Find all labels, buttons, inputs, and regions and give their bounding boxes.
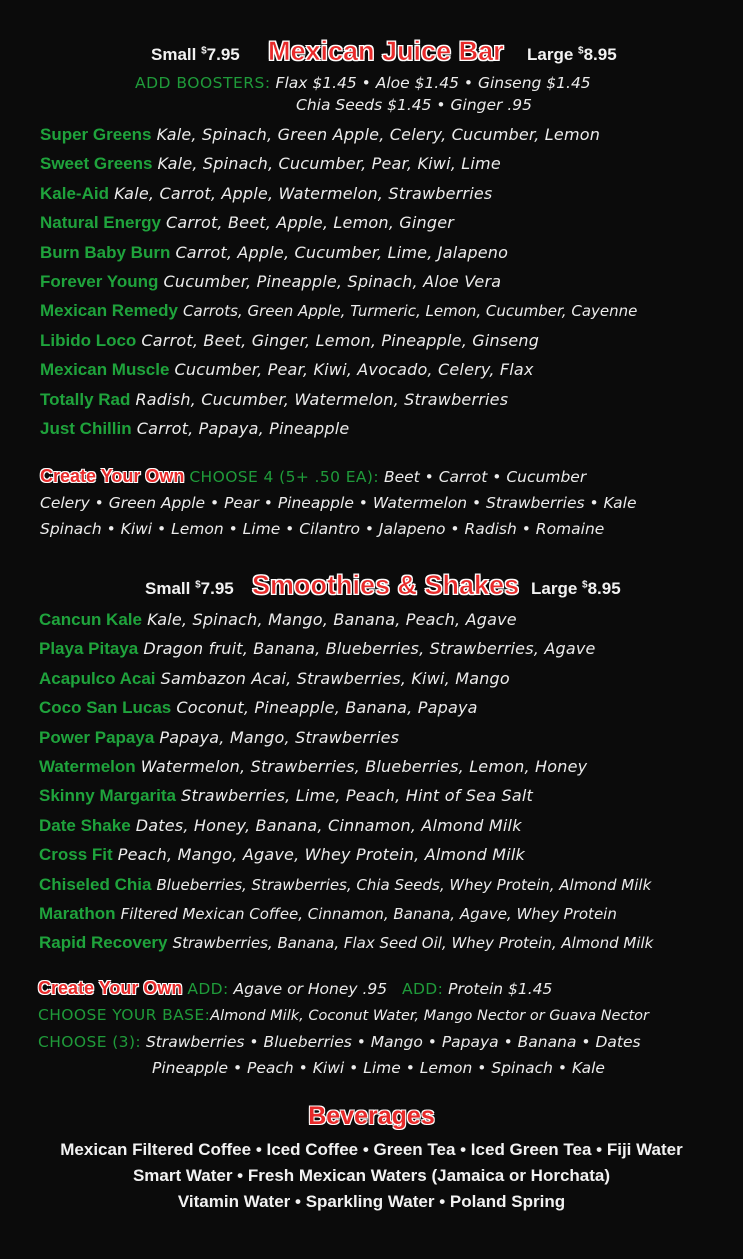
boosters-line-1 <box>135 74 591 92</box>
item-ingredients: Kale, Carrot, Apple, Watermelon, Strawberries <box>114 183 493 203</box>
item-name: Cancun Kale <box>39 610 142 629</box>
item-ingredients: Kale, Spinach, Mango, Banana, Peach, Agave <box>147 610 517 629</box>
list-item <box>39 928 653 957</box>
item-ingredients: Dragon fruit, Banana, Blueberries, Strawberries, Agave <box>143 639 596 659</box>
cyo-line-3 <box>38 1029 649 1055</box>
cyo-choose-label: CHOOSE (3): <box>38 1033 142 1051</box>
beverages-title: Beverages <box>308 1102 435 1130</box>
cyo-add-2: Protein $1.45 <box>448 980 553 998</box>
item-ingredients: Strawberries, Banana, Flax Seed Oil, Whey Protein, Almond Milk <box>172 934 654 953</box>
list-item <box>40 238 637 267</box>
item-name: Super Greens <box>40 125 152 144</box>
item-ingredients: Watermelon, Strawberries, Blueberries, Lemon, Honey <box>140 756 588 776</box>
item-ingredients: Sambazon Acai, Strawberries, Kiwi, Mango <box>160 668 510 688</box>
cyo-title: Create Your Own <box>40 466 185 486</box>
list-item <box>39 634 653 663</box>
list-item <box>39 899 653 928</box>
item-name: Kale-Aid <box>40 183 109 203</box>
boosters-label: ADD BOOSTERS: <box>135 74 271 92</box>
list-item <box>40 120 637 149</box>
item-name: Date Shake <box>39 815 131 835</box>
item-name: Power Papaya <box>39 727 155 747</box>
boosters-options-1: Flax $1.45 • Aloe $1.45 • Ginseng $1.45 <box>275 74 591 92</box>
item-ingredients: Papaya, Mango, Strawberries <box>159 727 400 747</box>
item-name: Burn Baby Burn <box>40 242 171 262</box>
item-ingredients: Cucumber, Pineapple, Spinach, Aloe Vera <box>163 271 502 291</box>
boosters-options-2: Chia Seeds $1.45 • Ginger .95 <box>296 96 532 114</box>
list-item <box>40 326 637 355</box>
list-item <box>40 267 637 296</box>
cyo-choose-options-1: Strawberries • Blueberries • Mango • Papaya • Banana • Dates <box>145 1033 641 1051</box>
cyo-line-1 <box>40 463 637 490</box>
item-name: Skinny Margarita <box>39 786 176 806</box>
item-name: Totally Rad <box>40 389 131 409</box>
beverages-line-3: Vitamin Water • Sparkling Water • Poland Spring <box>177 1192 566 1211</box>
cyo-options-1: Beet • Carrot • Cucumber <box>383 468 587 486</box>
cyo-choose-label: CHOOSE 4 (5+ .50 EA): <box>189 468 380 486</box>
item-name: Acapulco Acai <box>39 668 156 688</box>
cyo-line-4 <box>38 1055 649 1081</box>
item-name: Coco San Lucas <box>39 698 172 718</box>
item-ingredients: Carrot, Apple, Cucumber, Lime, Jalapeno <box>175 242 509 262</box>
item-name: Natural Energy <box>40 213 161 233</box>
item-ingredients: Carrots, Green Apple, Turmeric, Lemon, Cucumber, Cayenne <box>183 302 638 321</box>
item-ingredients: Carrot, Beet, Ginger, Lemon, Pineapple, Ginseng <box>141 330 540 350</box>
cyo-choose-options-2: Pineapple • Peach • Kiwi • Lime • Lemon • Spinach • Kale <box>152 1059 605 1077</box>
cyo-add-label-2: ADD: <box>401 980 444 998</box>
item-name: Watermelon <box>39 756 136 776</box>
list-item <box>40 414 637 443</box>
list-item <box>39 723 653 752</box>
item-ingredients: Coconut, Pineapple, Banana, Papaya <box>176 698 478 718</box>
item-ingredients: Blueberries, Strawberries, Chia Seeds, Whey Protein, Almond Milk <box>156 875 652 894</box>
smoothies-title: Smoothies & Shakes <box>252 570 520 600</box>
list-item <box>40 385 637 414</box>
juice-create-your-own <box>40 463 637 542</box>
item-ingredients: Dates, Honey, Banana, Cinnamon, Almond Milk <box>135 815 522 835</box>
cyo-title: Create Your Own <box>38 978 183 998</box>
list-item <box>39 664 653 693</box>
boosters-line-2 <box>296 96 532 114</box>
item-name: Playa Pitaya <box>39 639 139 659</box>
list-item <box>40 179 637 208</box>
item-name: Mexican Remedy <box>40 301 178 321</box>
juice-small-price: Small $7.95 <box>151 45 240 64</box>
item-name: Marathon <box>39 903 116 923</box>
item-name: Chiseled Chia <box>39 874 152 894</box>
cyo-line-1 <box>38 975 649 1002</box>
smoothie-create-your-own <box>38 975 649 1081</box>
item-ingredients: Peach, Mango, Agave, Whey Protein, Almond Milk <box>117 845 526 865</box>
list-item <box>40 208 637 237</box>
list-item <box>40 149 637 178</box>
smoothies-list <box>39 605 653 958</box>
item-name: Just Chillin <box>40 418 132 438</box>
list-item <box>39 752 653 781</box>
juice-bar-title: Mexican Juice Bar <box>268 36 504 66</box>
item-name: Forever Young <box>40 271 159 291</box>
item-name: Libido Loco <box>40 330 137 350</box>
item-name: Mexican Muscle <box>40 360 170 380</box>
beverages-line-1: Mexican Filtered Coffee • Iced Coffee • Green Tea • Iced Green Tea • Fiji Water <box>60 1140 683 1159</box>
item-name: Cross Fit <box>39 845 113 865</box>
cyo-options-2: Celery • Green Apple • Pear • Pineapple • Watermelon • Strawberries • Kale <box>40 494 637 512</box>
cyo-line-2 <box>38 1002 649 1029</box>
beverages-line-2: Smart Water • Fresh Mexican Waters (Jamaica or Horchata) <box>132 1166 611 1185</box>
item-ingredients: Kale, Spinach, Cucumber, Pear, Kiwi, Lime <box>157 154 501 174</box>
list-item <box>39 840 653 869</box>
cyo-add-label-1: ADD: <box>187 980 229 998</box>
item-ingredients: Carrot, Papaya, Pineapple <box>136 418 350 438</box>
juice-large-price: Large $8.95 <box>527 45 617 64</box>
list-item <box>40 296 637 325</box>
item-ingredients: Radish, Cucumber, Watermelon, Strawberries <box>135 389 509 409</box>
item-ingredients: Kale, Spinach, Green Apple, Celery, Cucumber, Lemon <box>156 125 601 144</box>
juice-bar-header <box>0 36 743 70</box>
item-name: Rapid Recovery <box>39 933 168 953</box>
cyo-base-options: Almond Milk, Coconut Water, Mango Nector or Guava Nector <box>210 1008 649 1024</box>
cyo-base-label: CHOOSE YOUR BASE: <box>38 1006 211 1024</box>
list-item <box>39 781 653 810</box>
list-item <box>39 605 653 634</box>
item-name: Sweet Greens <box>40 154 153 174</box>
list-item <box>39 870 653 899</box>
list-item <box>39 693 653 722</box>
cyo-add-1: Agave or Honey .95 <box>233 980 388 998</box>
item-ingredients: Cucumber, Pear, Kiwi, Avocado, Celery, Flax <box>174 360 534 380</box>
juice-list <box>40 120 637 443</box>
item-ingredients: Filtered Mexican Coffee, Cinnamon, Banana, Agave, Whey Protein <box>120 904 617 923</box>
item-ingredients: Carrot, Beet, Apple, Lemon, Ginger <box>166 213 455 233</box>
smoothies-large-price: Large $8.95 <box>531 579 621 598</box>
smoothies-small-price: Small $7.95 <box>145 579 234 598</box>
list-item <box>40 355 637 384</box>
item-ingredients: Strawberries, Lime, Peach, Hint of Sea Salt <box>181 786 533 806</box>
cyo-options-3: Spinach • Kiwi • Lemon • Lime • Cilantro • Jalapeno • Radish • Romaine <box>40 520 605 538</box>
list-item <box>39 811 653 840</box>
smoothies-header <box>0 570 743 604</box>
